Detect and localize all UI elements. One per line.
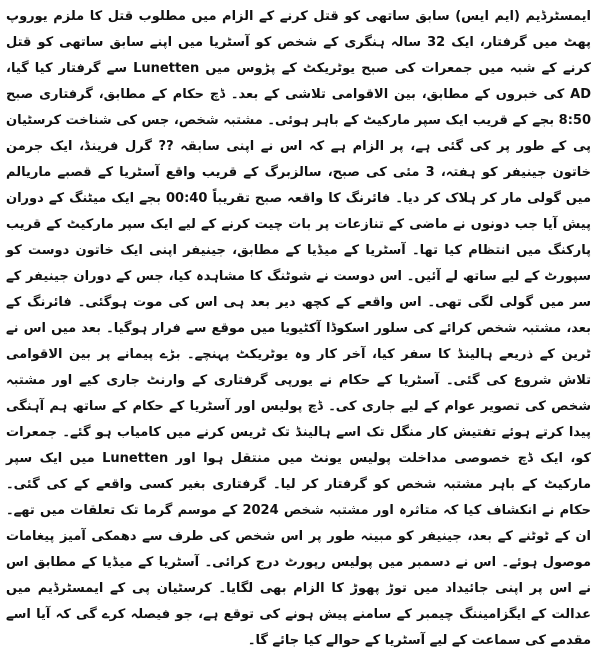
article-body: ایمسٹرڈیم (ایم ایس) سابق ساتھی کو قتل کرنے کے الزام میں مطلوب قتل کا ملزم یوروپ پھٹ میں گرفتار، ایک 32 سالہ ہنگری کے شخص کو آسٹریا میں اپنے سابق ساتھی کو قتل کرنے کے شبہ میں جمعرات کی صبح یوٹریکٹ کے پڑوس میں Lunetten سے گرفتار کیا گیا، AD کی خبروں کے مطابق، بین الاقوامی تلاشی کے بعد۔ ڈچ حکام کے مطابق، گرفتاری صبح 8:50 بجے کے قریب ایک سپر مارکیٹ کے باہر ہوئی۔ مشتبہ شخص، جس کی شناخت کرسٹیان پی کے طور پر کی گئی ہے، پر الزام ہے کہ اس نے اپنی سابقہ ?? گرل فرینڈ، ایک جرمن خاتون جینیفر کو ہفتہ، 3 مئی کی صبح، سالزبرگ کے قریب واقع آسٹریا کے قصبے ماریالم میں گولی مار کر ہلاک کر دیا۔ فائرنگ کا واقعہ صبح تقریباً 00:40 بجے ایک میٹنگ کے دوران پیش آیا جب دونوں نے ماضی کے تنازعات پر بات چیت کرنے کے لیے ایک سپر مارکیٹ کے قریب پارکنگ میں انتظام کیا تھا۔ آسٹریا کے میڈیا کے مطابق، جینیفر اپنی ایک خاتون دوست کو سپورٹ کے لیے ساتھ لے آئیں۔ اس دوست نے شوٹنگ کا مشاہدہ کیا، جس کے دوران جینیفر کے سر میں گولی لگی تھی۔ اس واقعے کے کچھ دیر بعد ہی اس کی موت ہوگئی۔ فائرنگ کے بعد، مشتبہ شخص کرائے کی سلور اسکوڈا آکٹیویا میں موقع سے فرار ہوگیا۔ بعد میں اس نے ٹرین کے ذریعے ہالینڈ کا سفر کیا، آخر کار وہ یوٹریکٹ پہنچے۔ بڑے پیمانے پر بین الاقوامی تلاش شروع کی گئی۔ آسٹریا کے حکام نے یورپی گرفتاری کے وارنٹ جاری کیے اور مشتبہ شخص کی تصویر عوام کے لیے جاری کی۔ ڈچ پولیس اور آسٹریا کے حکام کے ساتھ ہم آہنگی پیدا کرتے ہوئے تفتیش کار منگل تک اسے ہالینڈ تک ٹریس کرنے میں کامیاب ہو گئے۔ جمعرات کو، ایک ڈچ خصوصی مداخلت پولیس یونٹ میں منتقل ہوا اور Lunetten میں ایک سپر مارکیٹ کے باہر مشتبہ شخص کو گرفتار کر لیا۔ گرفتاری بغیر کسی واقعے کے کی گئی۔ حکام نے انکشاف کیا کہ متاثرہ اور مشتبہ شخص 2024 کے موسم گرما تک تعلقات میں تھے۔ ان کے ٹوٹنے کے بعد، جینیفر کو مبینہ طور پر اس شخص کی طرف سے دھمکی آمیز پیغامات موصول ہوئے۔ اس نے دسمبر میں پولیس رپورٹ درج کرائی۔ آسٹریا کے میڈیا کے مطابق اس نے اس پر اپنی جائیداد میں توڑ پھوڑ کا الزام بھی لگایا۔ کرسٹیان پی کے ایمسٹرڈیم میں عدالت کے ایگزامیننگ چیمبر کے سامنے پیش ہونے کی توقع ہے، جو فیصلہ کرے گی کہ آیا اسے مقدمے کی سماعت کے لیے آسٹریا کے حوالے کیا جائے گا۔ [6,9,591,648]
news-article [6,4,591,654]
